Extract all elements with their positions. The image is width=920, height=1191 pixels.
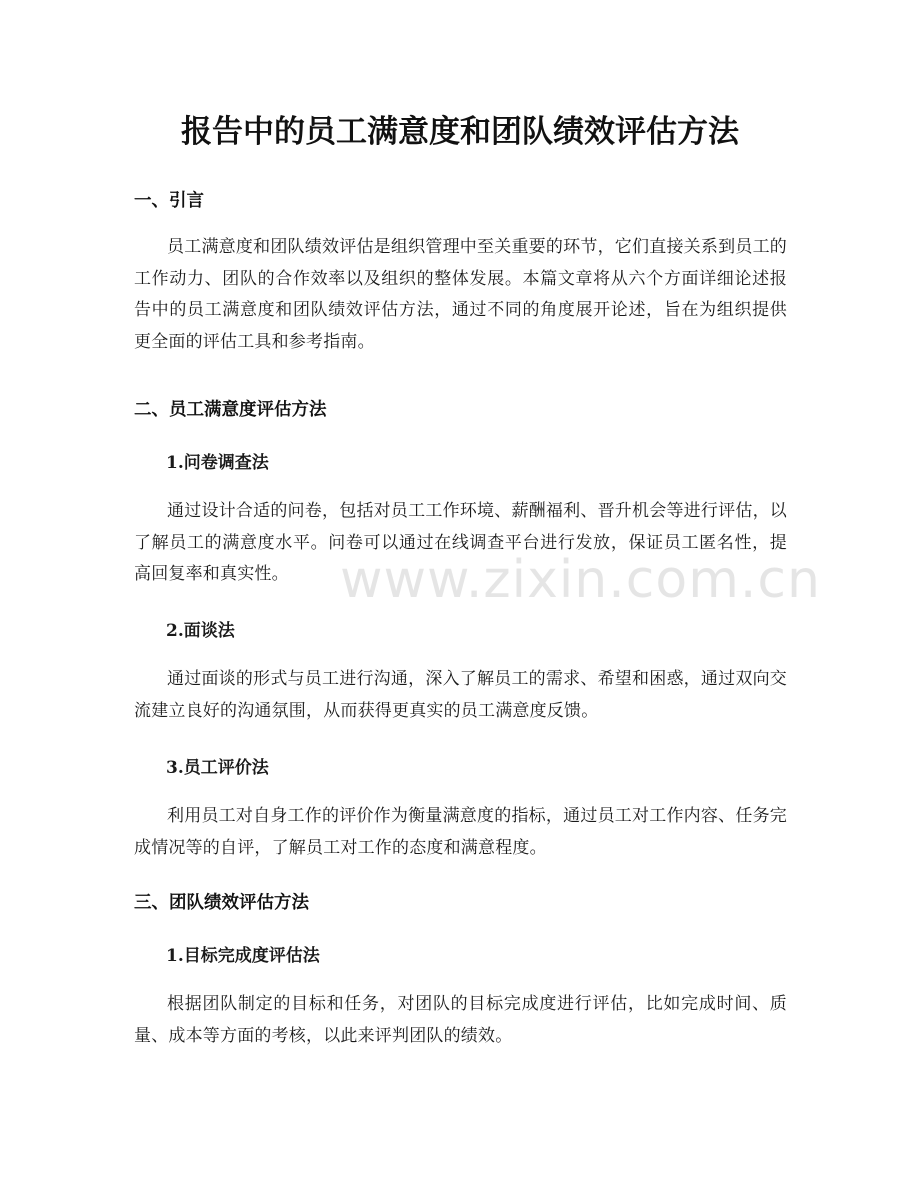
- subheading-interview: 2.面谈法: [166, 621, 235, 641]
- section-heading-team-performance: 三、团队绩效评估方法: [134, 893, 309, 913]
- intro-paragraph: 员工满意度和团队绩效评估是组织管理中至关重要的环节，它们直接关系到员工的工作动力、团队的合作效率以及组织的整体发展。本篇文章将从六个方面详细论述报告中的员工满意度和团队绩效评估方法，通过不同的角度展开论述，旨在为组织提供更全面的评估工具和参考指南。: [134, 237, 787, 352]
- subheading-goal-completion: 1.目标完成度评估法: [166, 946, 320, 966]
- document-title: 报告中的员工满意度和团队绩效评估方法: [181, 114, 739, 150]
- interview-paragraph: 通过面谈的形式与员工进行沟通，深入了解员工的需求、希望和困惑，通过双向交流建立良好的沟通氛围，从而获得更真实的员工满意度反馈。: [134, 669, 787, 721]
- self-evaluation-paragraph: 利用员工对自身工作的评价作为衡量满意度的指标，通过员工对工作内容、任务完成情况等的自评，了解员工对工作的态度和满意程度。: [134, 806, 787, 858]
- subheading-questionnaire: 1.问卷调查法: [166, 453, 269, 473]
- goal-completion-paragraph: 根据团队制定的目标和任务，对团队的目标完成度进行评估，比如完成时间、质量、成本等方面的考核，以此来评判团队的绩效。: [134, 994, 787, 1046]
- section-heading-employee-satisfaction: 二、员工满意度评估方法: [134, 400, 327, 420]
- watermark: www.zixin.com.cn: [340, 550, 821, 610]
- questionnaire-paragraph: 通过设计合适的问卷，包括对员工工作环境、薪酬福利、晋升机会等进行评估，以了解员工的满意度水平。问卷可以通过在线调查平台进行发放，保证员工匿名性，提高回复率和真实性。: [134, 501, 787, 584]
- section-heading-intro: 一、引言: [134, 191, 204, 211]
- subheading-self-evaluation: 3.员工评价法: [166, 758, 269, 778]
